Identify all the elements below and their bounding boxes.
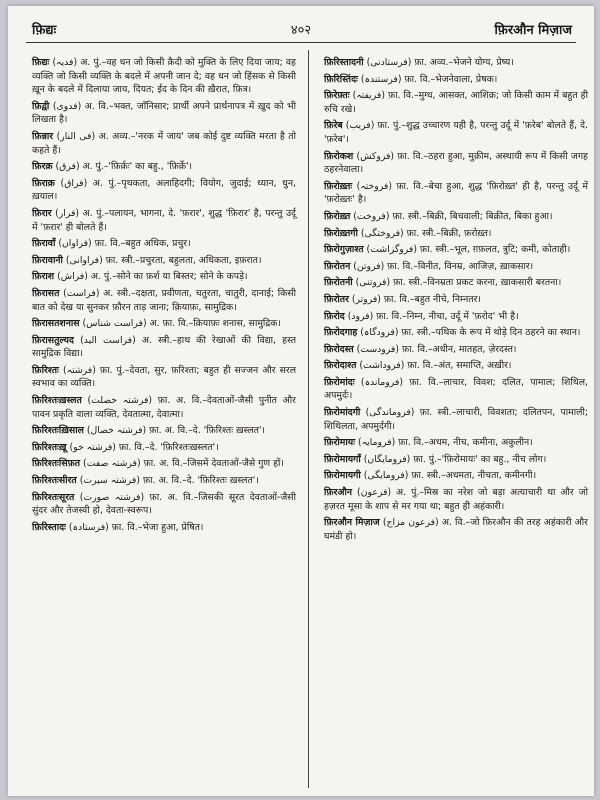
dictionary-entry (324, 376, 588, 403)
entry-headword: फ़िरोमांदगी (324, 407, 361, 419)
dictionary-entry (324, 359, 588, 373)
entry-definition: (فراش) अ. पुं.–सोने का फ़र्श या बिस्तर; सोने के कपड़े। (57, 271, 248, 283)
dictionary-entry (32, 207, 296, 234)
entry-definition: (فراوانی) फ़ा. स्त्री.–प्रचुरता, बहुलता, अधिकता, इफ़रात। (65, 254, 262, 266)
entry-definition: (فرعون مزاج) अ. वि.–जो फ़िरऔन की तरह अहंकारी और घमंडी हो। (324, 517, 588, 542)
entry-definition: (فرودست) फ़ा. वि.–अधीन, मातहत, ज़ेरदस्त। (356, 343, 517, 355)
dictionary-entry (32, 100, 296, 127)
entry-headword: फ़िन्नार (32, 130, 54, 142)
entry-headword: फ़िरिश्तःसूरत (32, 491, 75, 503)
entry-definition: (فروماندہ) फ़ा. वि.–लाचार, विवश; दलित, पामाल; शिथिल, अपमुर्दः। (324, 376, 588, 402)
page-header (8, 18, 594, 40)
entry-definition: (فراست شناس) अ. फ़ा. वि.–क़ियाफ़ः शनास, सामुद्रिक। (82, 318, 281, 330)
entry-definition: (فراست) अ. स्त्री.–दक्षता, प्रवीणता, चतुरता, चातुरी, दानाई; किसी बात को देख या सुनकर फ़ौरन ताड़ जाना; क़ियाफ़ः, सामुद्रिक। (32, 287, 296, 313)
dictionary-entry (324, 310, 588, 324)
entry-headword: फ़िरक़ (32, 161, 53, 173)
entry-headword: फ़िरोदाश्त (324, 360, 357, 372)
entry-headword: फ़िरासत (32, 287, 60, 299)
dictionary-entry (324, 260, 588, 274)
entry-definition: (فروتر) फ़ा. वि.–बहुत नीचे, निम्नतर। (351, 293, 481, 305)
entry-definition: (فروتنی) फ़ा. स्त्री.–विनम्रता प्रकट करना, ख़ाकसारी बरतना। (355, 277, 562, 289)
dictionary-entry (32, 334, 296, 361)
entry-definition: (فروگزاشت) फ़ा. स्त्री.–भूल, ग़फ़लत, त्रुटि; कमी, कोताही। (366, 244, 571, 256)
entry-headword: फ़िरोख़्तः (324, 180, 353, 192)
entry-headword: फ़िरोतनी (324, 277, 353, 289)
dictionary-entry (324, 436, 588, 450)
dictionary-entry (32, 160, 296, 174)
dictionary-entry (324, 180, 588, 207)
entry-headword: फ़िरिश्तःसिफ़त (32, 458, 81, 470)
entry-headword: फ़िरार (32, 207, 52, 219)
dictionary-entry (32, 394, 296, 421)
entry-headword: फ़िरोद (324, 310, 345, 322)
entry-headword: फ़िरेब (324, 120, 343, 132)
entry-headword: फ़िराक़ (32, 177, 55, 189)
entry-headword: फ़िरोख़्तगी (324, 227, 358, 239)
entry-definition: (فرومایہ) फ़ा. वि.–अधम, नीच, कमीना, अकुलीन। (358, 437, 533, 449)
entry-headword: फ़िरिस्तिंदः (324, 73, 358, 85)
entry-definition: (فروماندگی) फ़ा. स्त्री.–लाचारी, विवशता; दलितपन, पामाली; शिथिलता, अपमुर्दगी। (324, 407, 588, 432)
entry-definition: (فریفتہ) फ़ा. वि.–मुग्ध, आसक्त, आशिक़; जो किसी काम में बहुत ही रुचि रखे। (324, 90, 588, 115)
entry-headword: फ़िरिश्तःख़िसाल (32, 425, 84, 437)
entry-definition: (فرشتہ صورت) फ़ा. अ. वि.–जिसकी सूरत देवताओं-जैसी सुंदर और तेजस्वी हो, देवता-स्वरूप। (32, 491, 296, 517)
dictionary-entry (32, 130, 296, 157)
dictionary-entry (324, 293, 588, 307)
entry-definition: (فرار) अ. पुं.–पलायन, भागना, दे. 'फ़रार', शुद्ध 'फ़िरार' है, परन्तु उर्दू में 'फ़रार' ही बोलते हैं। (32, 207, 296, 233)
entry-headword: फ़िरोमांदः (324, 376, 355, 388)
entry-definition: (فرشتہ خو) फ़ा. वि.–दे. 'फ़िरिश्तःख़स्लत'। (69, 441, 219, 453)
column-divider (308, 50, 309, 788)
entry-headword: फ़िरोदस्त (324, 343, 354, 355)
entry-definition: (فرود) फ़ा. वि.–निम्न, नीचा, उर्दू में 'फ़रोद' भी है। (347, 310, 519, 322)
entry-headword: फ़िरऔन मिज़ाज (324, 517, 380, 529)
dictionary-page (8, 6, 594, 796)
entry-definition: (فرستندہ) फ़ा. वि.–भेजनेवाला, प्रेषक। (360, 73, 498, 85)
entry-headword: फ़िरोमायगाँ (324, 453, 361, 465)
entry-headword: फ़िरिश्तःख़स्लत (32, 395, 82, 407)
dictionary-entry (324, 119, 588, 146)
entry-definition: (فرق) अ. पुं.–'फ़िर्क़ः' का बहु., 'फ़िर्क़े'। (55, 161, 193, 173)
entry-headword: फ़िरिश्तःसीरत (32, 475, 77, 487)
dictionary-entry (324, 326, 588, 340)
entry-headword: फ़िरिश्तःख़ू (32, 441, 67, 453)
entry-definition: (فرودگاہ) फ़ा. स्त्री.–पथिक के रूप में थोड़े दिन ठहरने का स्थान। (360, 327, 581, 339)
entry-headword: फ़िरासतुल्यद (32, 334, 74, 346)
entry-headword: फ़िरोगुज़ाश्त (324, 244, 364, 256)
dictionary-entry (324, 469, 588, 483)
dictionary-entry (32, 491, 296, 518)
entry-definition: (فراست الید) अ. स्त्री.–हाथ की रेखाओं की विद्या, हस्त सामुद्रिक विद्या। (32, 334, 296, 360)
dictionary-entry (32, 521, 296, 535)
dictionary-entry (324, 486, 588, 513)
entry-definition: (فرشتہ سیرت) फ़ा. अ. वि.–दे. 'फ़िरिश्तः ख़स्लत'। (79, 475, 259, 487)
entry-definition: (فراواں) फ़ा. वि.–बहुत अधिक, प्रचुर। (58, 238, 191, 250)
entry-headword: फ़िरिस्तादः (32, 521, 66, 533)
entry-headword: फ़िरिश्तः (32, 364, 59, 376)
header-rule (26, 42, 576, 43)
entry-headword: फ़िरिस्तादनी (324, 57, 364, 68)
entry-headword: फ़िरासतशनास (32, 318, 80, 330)
dictionary-entry (324, 276, 588, 290)
dictionary-entry (324, 56, 588, 70)
entry-definition: (فرعون) अ. पुं.–मिस्र का नरेश जो बड़ा अत्याचारी था और जो हज़रत मूसा के शाप से मर गया था; बहुत ही अहंकारी। (324, 487, 588, 512)
entry-definition: (فروخت) फ़ा. स्त्री.–बिक्री, बिचवाली; बिक्रीत, बिका हुआ। (353, 210, 553, 222)
entry-definition: (فروختہ) फ़ा. वि.–बेचा हुआ, शुद्ध 'फ़िरोख़्त' ही है, परन्तु उर्दू में 'फ़रोख़्तः' है। (324, 180, 588, 206)
dictionary-entry (32, 317, 296, 331)
entry-headword: फ़िरोमायगी (324, 470, 361, 482)
entry-definition: (فریب) फ़ा. पुं.–शुद्ध उच्चारण यही है, परन्तु उर्दू में 'फ़रेब' बोलते हैं, दे. 'फ़रेब'। (324, 120, 588, 145)
dictionary-entry (324, 73, 588, 87)
dictionary-entry (32, 424, 296, 438)
dictionary-entry (324, 453, 588, 467)
entry-headword: फ़िद्वी (32, 100, 50, 112)
entry-definition: (فرشتہ صفت) फ़ा. अ. वि.–जिसमें देवताओं-जैसे गुण हों। (83, 458, 284, 470)
entry-headword: फ़िरोख़्त (324, 210, 351, 222)
entry-definition: (فروختگی) फ़ा. स्त्री.–बिक्री, फ़रोख़्त। (360, 227, 492, 239)
dictionary-entry (324, 227, 588, 241)
entry-headword: फ़िरोतर (324, 293, 349, 305)
dictionary-entry (32, 457, 296, 471)
entry-definition: (فرشتہ) फ़ा. पुं.–देवता, सुर, फ़रिश्ता; बहुत ही सज्जन और सरल स्वभाव का व्यक्ति। (32, 364, 296, 390)
entry-definition: (فدوی) अ. वि.–भक्त, जाँनिसार; प्रार्थी अपने प्रार्थनापत्र में ख़ुद को भी लिखता है। (32, 100, 296, 126)
dictionary-entry (324, 243, 588, 257)
entry-definition: (فروتن) फ़ा. वि.–विनीत, विनम्र, आजिज़, ख़ाकसार। (353, 260, 534, 272)
dictionary-entry (324, 343, 588, 357)
dictionary-entry (32, 177, 296, 204)
header-guide-word-left: फ़िद्यः (32, 23, 57, 38)
entry-headword: फ़िरावाँ (32, 238, 56, 250)
header-guide-word-right: फ़िरऔन मिज़ाज (494, 23, 572, 38)
entry-definition: (فروکش) फ़ा. वि.–ठहरा हुआ, मुक़ीम, अस्थायी रूप में किसी जगह ठहरनेवाला। (324, 150, 588, 176)
entry-definition: (فرستادہ) फ़ा. वि.–भेजा हुआ, प्रेषित। (68, 521, 204, 533)
dictionary-entry (32, 270, 296, 284)
entry-definition: (فروداشت) फ़ा. वि.–अंत, समाप्ति, अख़ीर। (359, 360, 512, 372)
entry-definition: (فی النار) अ. अव्य.–'नरक में जाय' जब कोई दुष्ट व्यक्ति मरता है तो कहते हैं। (32, 130, 296, 156)
dictionary-entry (32, 237, 296, 251)
left-column (32, 56, 296, 537)
dictionary-entry (32, 364, 296, 391)
dictionary-entry (324, 406, 588, 433)
entry-headword: फ़िद्यः (32, 57, 50, 68)
entry-definition: (فراق) अ. पुं.–पृथकता, अलाहिदगी; वियोग, जुदाई; ध्यान, धुन, ख़याल। (32, 177, 296, 203)
entry-headword: फ़िरोदगाह (324, 327, 358, 339)
right-column (324, 56, 588, 546)
entry-headword: फ़िरोतन (324, 260, 351, 272)
entry-definition: (فرومایگی) फ़ा. स्त्री.–अधमता, नीचता, कमीनगी। (363, 470, 537, 482)
dictionary-entry (32, 287, 296, 314)
entry-headword: फ़िरावानी (32, 254, 63, 266)
dictionary-entry (32, 254, 296, 268)
page-number: ४०२ (290, 23, 312, 38)
entry-headword: फ़िरोकश (324, 150, 354, 162)
dictionary-entry (324, 210, 588, 224)
entry-headword: फ़िराश (32, 271, 55, 283)
entry-definition: (فرومایگاں) फ़ा. पुं.–'फ़िरोमायः' का बहु., नीच लोग। (363, 453, 547, 465)
dictionary-entry (324, 89, 588, 116)
dictionary-entry (32, 56, 296, 97)
dictionary-entry (324, 150, 588, 177)
entry-definition: (فدیہ) अ. पुं.–वह धन जो किसी क़ैदी को मुक्ति के लिए दिया जाय; वह व्यक्ति जो किसी व्यक्ति के बदले में अपनी जान दे; वह धन जो हिंसक से किसी ख़ून के बदले में दिलाया जाय, दियत; ईद के दिन की ख़ैरात, फ़ित्र। (32, 57, 296, 96)
dictionary-entry (324, 516, 588, 543)
entry-definition: (فرشتہ خصلت) फ़ा. अ. वि.–देवताओं-जैसी पुनीत और पावन प्रकृति वाला व्यक्ति, देवतात्मा, देवात्मा। (32, 395, 296, 420)
entry-definition: (فرشتہ خصال) फ़ा. अ. वि.–दे. 'फ़िरिश्तः ख़स्लत'। (86, 425, 265, 437)
dictionary-entry (32, 441, 296, 455)
entry-headword: फ़िरऔन (324, 487, 353, 499)
entry-definition: (فرستادنی) फ़ा. अव्य.–भेजने योग्य, प्रेष्य। (366, 57, 514, 68)
entry-headword: फ़िरेफ़्तः (324, 90, 350, 102)
entry-headword: फ़िरोमायः (324, 437, 356, 449)
dictionary-entry (32, 474, 296, 488)
